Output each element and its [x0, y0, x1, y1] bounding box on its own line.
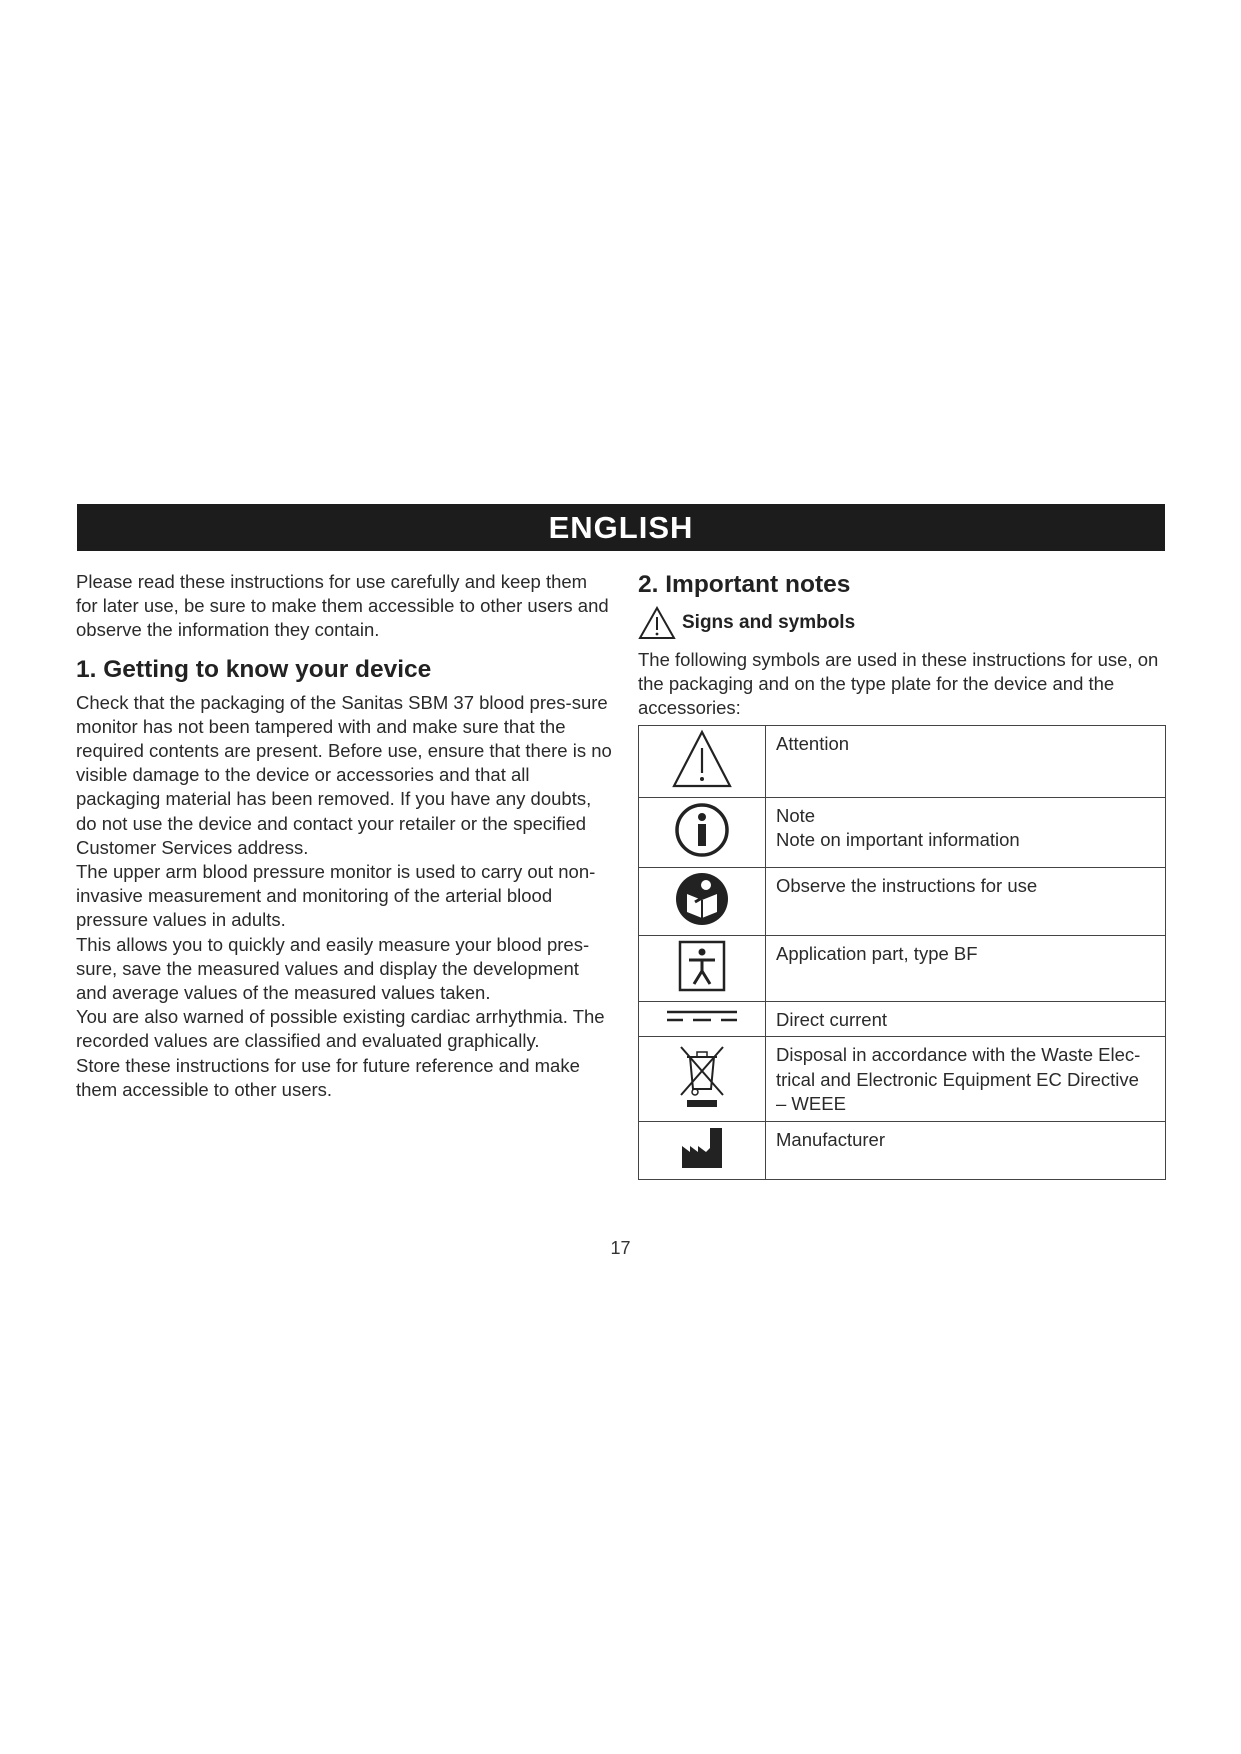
section-1-paragraph: The upper arm blood pressure monitor is used to carry out non-invasive measurement and monitoring of the arterial blood pressure values in adults.: [76, 861, 596, 931]
table-row: [639, 867, 1166, 935]
desc-line: Disposal in accordance with the Waste Elec-: [776, 1044, 1141, 1066]
section-2-heading: 2. Important notes: [638, 571, 851, 598]
warning-triangle-icon: [638, 606, 676, 640]
desc-line: Application part, type BF: [776, 942, 978, 964]
section-1-paragraph: Check that the packaging of the Sanitas SBM 37 blood pres-sure monitor has not been tampered with and make sure that the required contents are present. Before use, ensure that there is no visible damage to the device or accessories and that all packaging material has been removed. If you have any doubts, do not use the device and contact your retailer or the specified Customer Services address.: [76, 691, 612, 858]
language-banner: ENGLISH: [77, 504, 1165, 551]
symbol-description: [766, 1037, 1166, 1122]
intro-paragraph: Please read these instructions for use carefully and keep them for later use, be sure to make them accessible to other users and observe the information they contain.: [76, 571, 609, 641]
table-row: [639, 1001, 1166, 1037]
icon-cell: [639, 797, 766, 867]
symbol-description: [766, 935, 1166, 1001]
table-row: [639, 797, 1166, 867]
section-1-heading: 1. Getting to know your device: [76, 655, 432, 683]
desc-line: Note on important information: [776, 829, 1020, 851]
icon-cell: [639, 1037, 766, 1122]
table-row: [639, 1121, 1166, 1179]
section-1-paragraph: You are also warned of possible existing cardiac arrhythmia. The recorded values are classified and evaluated graphically.: [76, 1006, 605, 1052]
warning-triangle-icon: [671, 729, 733, 789]
table-row: [639, 935, 1166, 1001]
signs-symbols-label: Signs and symbols: [682, 612, 856, 633]
symbol-description: [766, 1121, 1166, 1179]
table-row: [639, 725, 1166, 797]
info-circle-icon: [674, 802, 730, 858]
section-1-paragraph: This allows you to quickly and easily measure your blood pres-sure, save the measured values and display the development and average values of the measured values taken.: [76, 933, 590, 1004]
desc-line: Direct current: [776, 1008, 888, 1030]
icon-cell: [639, 725, 766, 797]
desc-line: – WEEE: [776, 1093, 846, 1115]
weee-bin-icon: [677, 1043, 727, 1109]
section-1-paragraph: Store these instructions for use for future reference and make them accessible to other users.: [76, 1054, 580, 1100]
icon-cell: [639, 867, 766, 935]
desc-line: Note: [776, 804, 816, 826]
icon-cell: [639, 1121, 766, 1179]
icon-cell: [639, 1001, 766, 1037]
page-number: 17: [610, 1238, 631, 1258]
symbol-description: [766, 867, 1166, 935]
desc-line: Attention: [776, 732, 850, 754]
table-row: [639, 1037, 1166, 1122]
symbols-table: [638, 725, 1166, 1180]
symbol-description: [766, 725, 1166, 797]
manufacturer-icon: [680, 1126, 724, 1170]
icon-cell: [639, 935, 766, 1001]
desc-line: Manufacturer: [776, 1128, 885, 1150]
desc-line: trical and Electronic Equipment EC Directive: [776, 1068, 1139, 1090]
read-manual-icon: [675, 872, 729, 926]
left-column: [76, 570, 612, 1102]
symbol-description: [766, 1001, 1166, 1037]
type-bf-icon: [678, 940, 726, 992]
right-column: [638, 570, 1168, 1180]
symbol-description: [766, 797, 1166, 867]
symbols-intro: The following symbols are used in these instructions for use, on the packaging and on the type plate for the device and the accessories:: [638, 649, 1159, 719]
direct-current-icon: [665, 1007, 739, 1025]
desc-line: Observe the instructions for use: [776, 874, 1038, 896]
signs-symbols-subheading: [638, 606, 1168, 640]
